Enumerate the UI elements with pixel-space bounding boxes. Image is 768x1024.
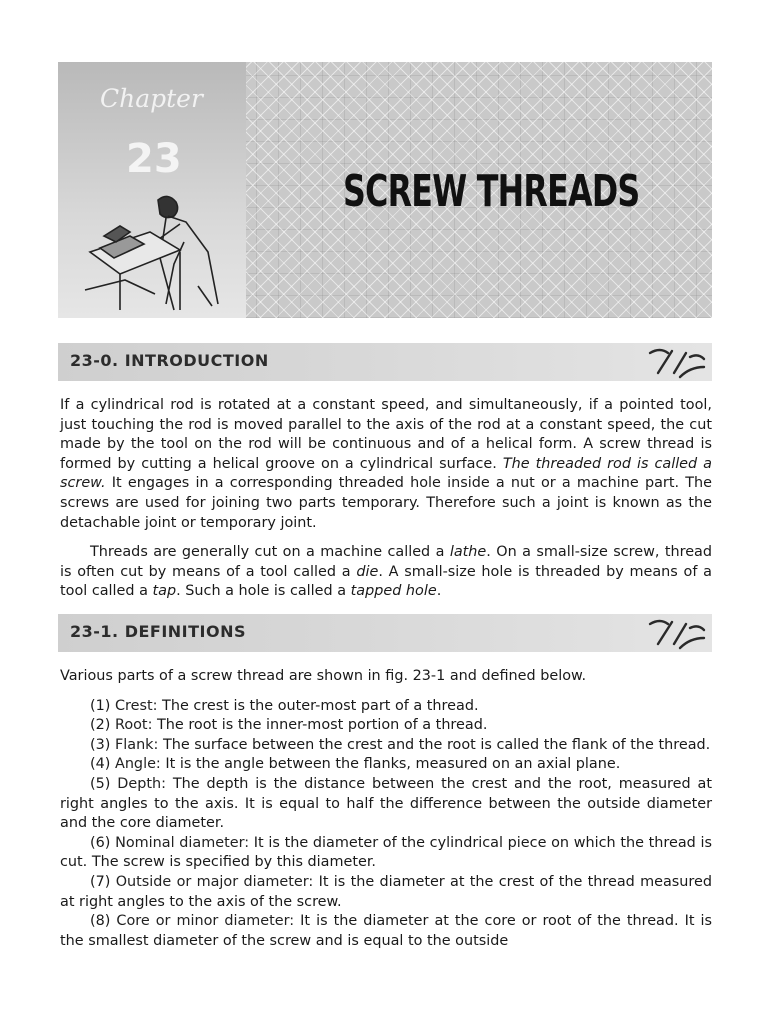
definition-root (60, 716, 712, 736)
intro-text: . Such a hole is called a (176, 583, 351, 600)
thread-ornament-icon (640, 614, 710, 652)
chapter-number: 23 (126, 136, 182, 182)
thread-ornament-icon (640, 343, 710, 381)
definition-number: (7) (90, 873, 116, 890)
definition-number: (8) (90, 913, 117, 930)
definition-depth (60, 775, 712, 834)
chapter-label: Chapter (100, 84, 203, 113)
definition-text: It is the diameter of the cylindrical piece on which the thread is cut. The screw is specified by this diameter. (60, 834, 712, 871)
definition-term: Crest: (114, 697, 158, 714)
intro-paragraph-1 (60, 396, 712, 533)
term-tap: tap (152, 583, 177, 600)
intro-text: . A small-size hole is threaded by means of a tool called a (60, 563, 712, 600)
definitions-lead: Various parts of a screw thread are shown in fig. 23-1 and defined below. (60, 668, 587, 684)
term-tapped-hole: tapped hole (350, 583, 437, 600)
intro-text: . On a small-size screw, thread is often cut by means of a tool called a (60, 544, 713, 580)
definition-term: Nominal diameter: (115, 834, 250, 851)
definition-term: Flank: (114, 736, 159, 753)
definition-crest (60, 697, 712, 717)
term-die: die (356, 563, 379, 580)
chapter-banner (58, 62, 712, 318)
definition-nominal-diameter (60, 834, 712, 873)
definition-text: The crest is the outer-most part of a thread. (157, 697, 479, 714)
definition-term: Depth: (117, 775, 166, 792)
definition-text: It is the diameter at the crest of the thread measured at right angles to the axis of the screw. (60, 873, 712, 910)
term-lathe: lathe (449, 544, 487, 561)
section-header-introduction (58, 343, 712, 381)
definitions-body (60, 667, 712, 951)
definition-text: The root is the inner-most portion of a thread. (152, 717, 488, 734)
section-header-definitions (58, 614, 712, 652)
section-heading: 23-1. DEFINITIONS (70, 622, 247, 641)
chapter-title: SCREW THREADS (343, 166, 640, 217)
definition-number: (5) (90, 775, 118, 792)
definition-term: Root: (114, 717, 153, 734)
section-heading: 23-0. INTRODUCTION (70, 351, 269, 370)
intro-paragraph-2 (60, 543, 712, 602)
intro-text: Threads are generally cut on a machine called a (90, 544, 450, 561)
definition-major-diameter (60, 873, 712, 912)
definition-number: (4) (90, 756, 115, 773)
definition-term: Outside or major diameter: (115, 873, 314, 890)
introduction-body (60, 396, 712, 602)
intro-emphasis: The threaded rod is called a screw. (60, 455, 712, 492)
banner-left-panel (58, 62, 246, 318)
definition-text: It is the diameter at the core or root of the thread. It is the smallest diameter of the screw and is equal to the outside (60, 913, 712, 949)
definition-number: (6) (90, 834, 116, 851)
definition-text: The surface between the crest and the root is called the flank of the thread. (158, 736, 711, 753)
definition-text: The depth is the distance between the crest and the root, measured at right angles to the axis. It is equal to half the difference between the outside diameter and the core diameter. (60, 775, 712, 832)
definition-number: (2) (90, 717, 115, 734)
definition-term: Core or minor diameter: (116, 913, 295, 930)
intro-text: If a cylindrical rod is rotated at a constant speed, and simultaneously, if a pointed tool, just touching the rod is moved parallel to the axis of the rod at a constant speed, the cut made by the tool on the rod will be continuous and of a helical form. A screw thread is formed by cutting a helical groove on a cylindrical surface. (60, 397, 712, 472)
definition-term: Angle: (114, 756, 161, 773)
definition-text: It is the angle between the flanks, measured on an axial plane. (160, 756, 621, 773)
definition-number: (3) (90, 736, 115, 753)
definition-minor-diameter (60, 912, 712, 951)
machinist-illustration (80, 182, 230, 312)
intro-text: . (436, 583, 442, 600)
definition-number: (1) (90, 697, 115, 714)
definition-flank (60, 736, 712, 756)
intro-text: It engages in a corresponding threaded hole inside a nut or a machine part. The screws are used for joining two parts temporary. Therefore such a joint is known as the detachable joint or temporary joint. (60, 475, 712, 531)
definition-angle (60, 755, 712, 775)
